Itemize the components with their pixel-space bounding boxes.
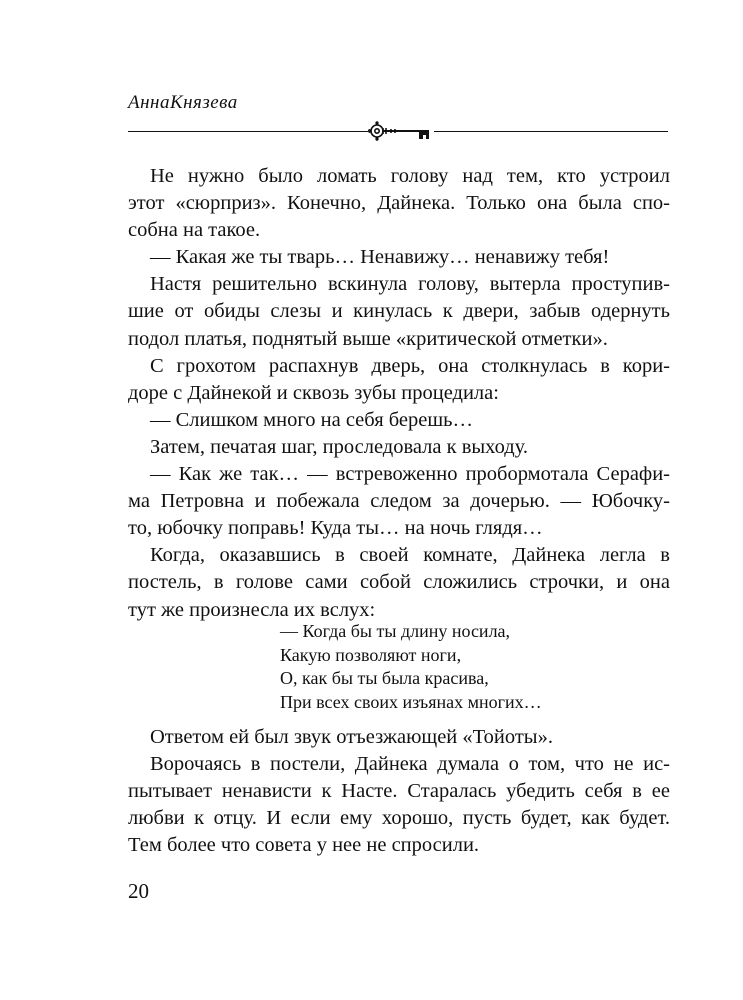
text-line: тут же произнесла их вслух: <box>128 598 376 621</box>
paragraph <box>128 724 670 751</box>
text-line: доре с Дайнекой и сквозь зубы процедила: <box>128 381 499 404</box>
text-line: постель, в голове сами собой сложились строчки, и она <box>128 571 670 594</box>
poem-line: Какую позволяют ноги, <box>280 644 462 665</box>
poem-line: — Когда бы ты длину носила, <box>280 621 511 641</box>
poem-line: О, как бы ты была красива, <box>280 668 489 688</box>
poem-line: При всех своих изъянах многих… <box>280 691 542 712</box>
body-text <box>128 163 670 624</box>
text-line: Ответом ей был звук отъезжающей «Тойоты». <box>150 726 553 748</box>
text-line: Затем, печатая шаг, проследовала к выходу. <box>150 435 529 458</box>
text-line: ма Петровна и побежала следом за дочерью. — Юбочку- <box>128 490 670 513</box>
text-line: — Как же так… — встревоженно пробормотала Серафи- <box>150 463 670 486</box>
text-line: шие от обиды слезы и кинулась к двери, забыв одернуть <box>128 300 670 323</box>
text-line: любви к отцу. И если ему хорошо, пусть будет, как будет. <box>128 807 670 830</box>
paragraph <box>128 751 670 859</box>
text-line: Ворочаясь в постели, Дайнека думала о том, что не ис- <box>150 753 670 776</box>
paragraph <box>128 434 670 461</box>
header-rule-right <box>434 131 668 132</box>
text-line: этот «сюрприз». Конечно, Дайнека. Только она была спо- <box>128 192 670 215</box>
paragraph <box>128 244 670 271</box>
paragraph <box>128 461 670 542</box>
text-line: С грохотом распахнув дверь, она столкнулась в кори- <box>150 354 670 377</box>
text-line: — Какая же ты тварь… Ненавижу… ненавижу тебя! <box>150 246 610 269</box>
text-line: собна на такое. <box>128 219 261 242</box>
paragraph <box>128 407 670 434</box>
paragraph <box>128 353 670 407</box>
paragraph <box>128 542 670 623</box>
text-line: то, юбочку поправь! Куда ты… на ночь глядя… <box>128 517 543 540</box>
key-icon <box>367 119 435 143</box>
body-text-continued <box>128 724 670 859</box>
page-number: 20 <box>128 879 149 903</box>
text-line: Тем более что совета у нее не спросили. <box>128 834 480 857</box>
text-line: Когда, оказавшись в своей комнате, Дайнека легла в <box>150 544 670 567</box>
paragraph <box>128 163 670 244</box>
header-rule-left <box>128 131 368 132</box>
running-head-author: АннаКнязева <box>128 92 238 113</box>
paragraph <box>128 271 670 352</box>
text-line: пытывает ненависти к Насте. Старалась убедить себя в ее <box>128 780 670 803</box>
poem-block <box>280 620 542 714</box>
text-line: Настя решительно вскинула голову, вытерла проступив- <box>150 273 670 296</box>
text-line: — Слишком много на себя берешь… <box>150 408 473 431</box>
text-line: подол платья, поднятый выше «критической отметки». <box>128 327 608 350</box>
text-line: Не нужно было ломать голову над тем, кто устроил <box>150 165 670 187</box>
